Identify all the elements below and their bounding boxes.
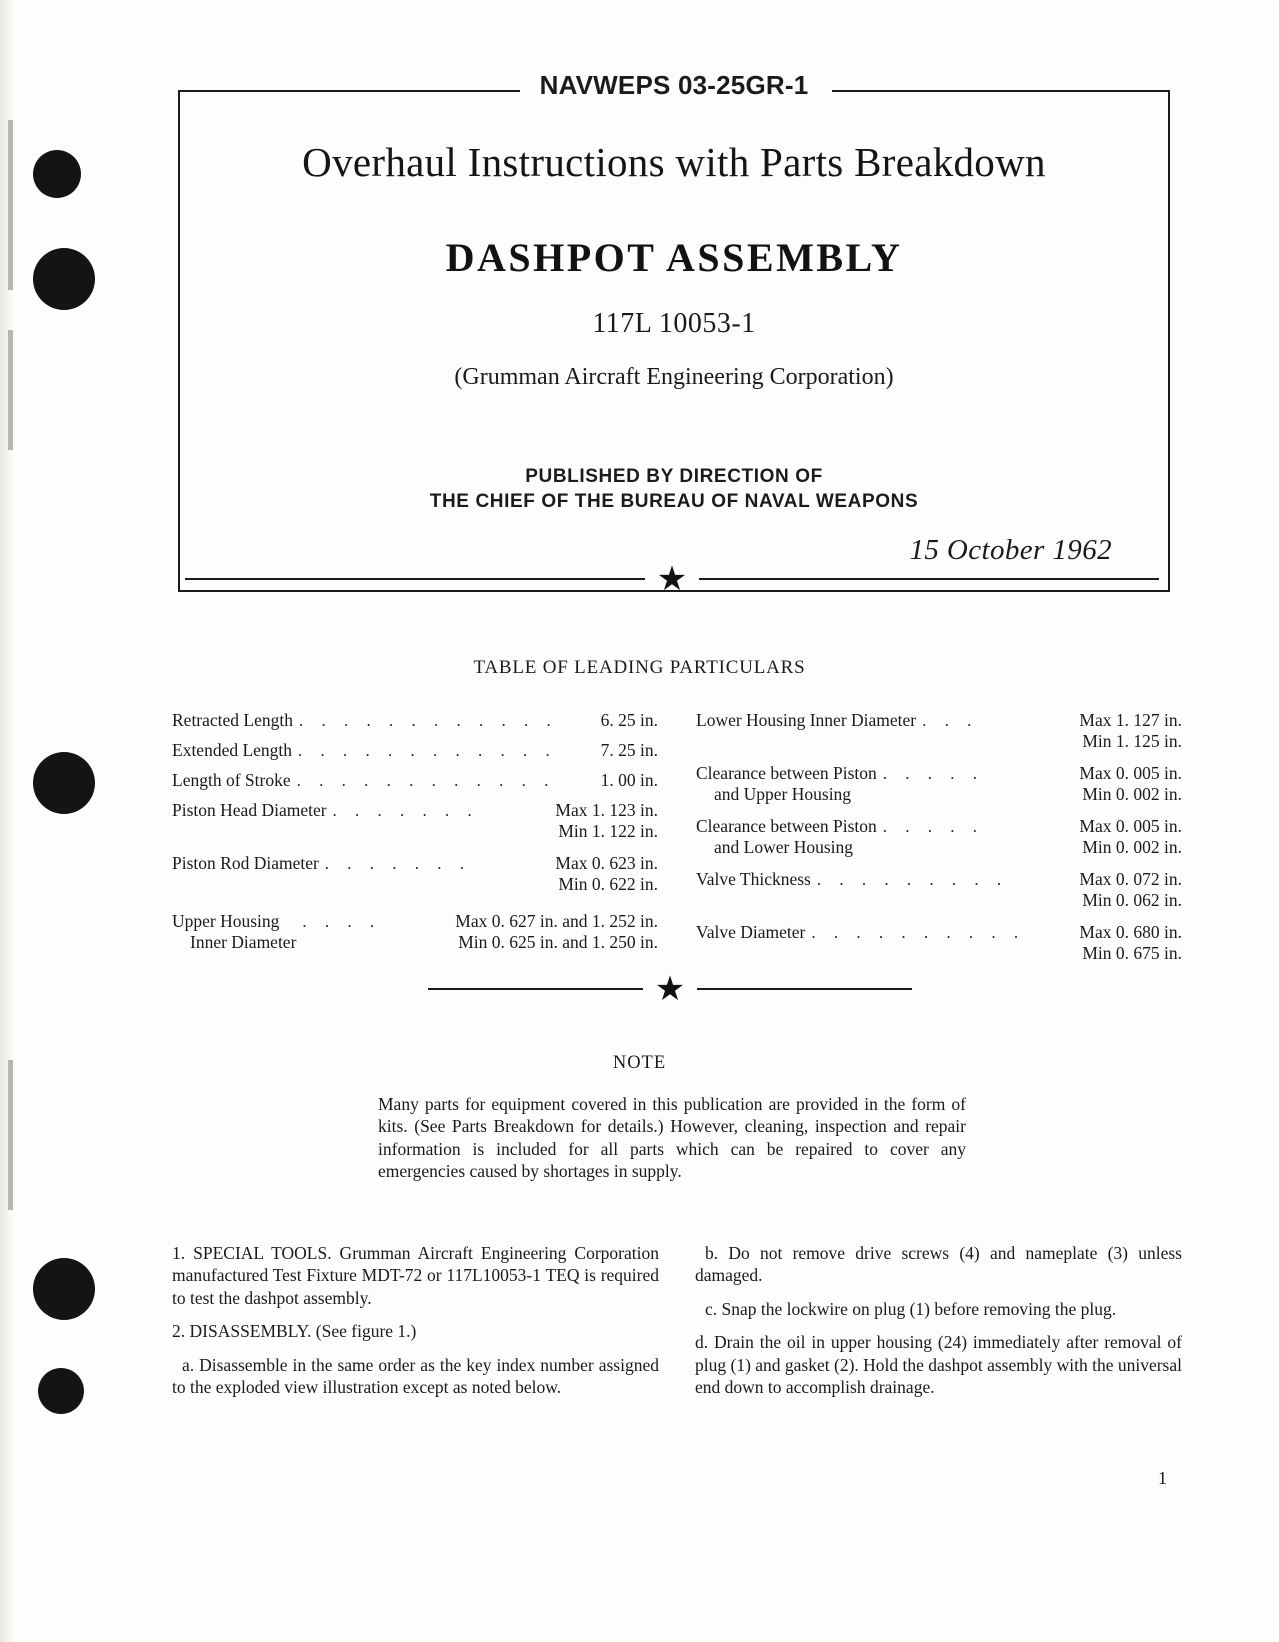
table-row [696, 763, 1182, 805]
scan-edge-mark [8, 120, 13, 290]
table-row [172, 770, 658, 791]
row-values [555, 853, 658, 895]
leading-particulars-right-column [696, 710, 1182, 975]
row-value-min: Min 0. 062 in. [1082, 890, 1182, 910]
published-line-2: THE CHIEF OF THE BUREAU OF NAVAL WEAPONS [429, 491, 919, 512]
row-value-max: Max 0. 072 in. [1079, 869, 1182, 889]
row-values [1079, 710, 1182, 752]
row-value: 7. 25 in. [600, 740, 658, 760]
row-values [555, 800, 658, 842]
leading-particulars-left-column [172, 710, 658, 975]
row-value-max: Max 0. 623 in. [555, 853, 658, 873]
punch-hole [33, 752, 95, 814]
row-value-max: Max 0. 627 in. and 1. 252 in. [455, 911, 658, 931]
row-value: 6. 25 in. [600, 710, 658, 730]
table-row [696, 816, 1182, 858]
leader-dots: . . . . . . . [332, 801, 479, 820]
row-value-min: Min 0. 625 in. and 1. 250 in. [458, 932, 658, 952]
row-value-min: Min 1. 122 in. [558, 821, 658, 841]
scan-edge-mark [8, 330, 13, 450]
leader-dots: . . . . . . . [324, 854, 472, 873]
document-number [180, 70, 1168, 101]
row-value-min: Min 0. 002 in. [1082, 837, 1182, 857]
row-value-max: Max 0. 680 in. [1079, 922, 1182, 942]
table-row [172, 911, 658, 953]
scan-edge-mark [8, 1060, 13, 1210]
leader-dots: . . . . . . . . . . [811, 923, 1026, 942]
leader-dots: . . . . . . . . . . . . [299, 711, 558, 730]
star-separator-middle: ★ [410, 988, 930, 990]
row-values [1079, 816, 1182, 858]
table-row [172, 740, 658, 761]
punch-hole [33, 248, 95, 310]
instruction-columns [172, 1242, 1182, 1409]
row-label: Clearance between Piston [696, 763, 877, 783]
table-row [172, 710, 658, 731]
row-label: Upper Housing [172, 911, 280, 931]
publication-authority [180, 464, 1168, 514]
instruction-paragraph: a. Disassemble in the same order as the key index number assigned to the exploded view illustration except as noted below. [172, 1354, 659, 1398]
leader-dots: . . . [922, 711, 979, 730]
row-values [601, 740, 658, 761]
punch-hole [33, 150, 81, 198]
part-number: 117L 10053-1 [592, 308, 756, 339]
table-row [696, 869, 1182, 911]
row-label: Length of Stroke [172, 770, 291, 790]
instruction-left-column [172, 1242, 659, 1409]
manufacturer-name: (Grumman Aircraft Engineering Corporation) [454, 364, 894, 390]
title-frame [178, 70, 1170, 592]
assembly-title: DASHPOT ASSEMBLY [445, 235, 903, 280]
separator-rule-left [185, 578, 645, 580]
publication-date: 15 October 1962 [909, 534, 1112, 566]
page-number: 1 [1158, 1468, 1167, 1488]
note-heading: NOTE [612, 1053, 667, 1073]
row-value: 1. 00 in. [600, 770, 658, 790]
punch-hole [33, 1258, 95, 1320]
row-value-min: Min 0. 622 in. [558, 874, 658, 894]
leader-dots: . . . . . . . . . . . . [298, 741, 557, 760]
separator-rule-left [428, 988, 643, 990]
row-values [601, 710, 658, 731]
row-label-stack [172, 911, 296, 953]
row-label: Extended Length [172, 740, 293, 760]
star-separator-top: ★ [178, 578, 1166, 580]
row-values [1079, 763, 1182, 805]
instruction-paragraph: 2. DISASSEMBLY. (See figure 1.) [172, 1321, 417, 1342]
separator-rule-right [699, 578, 1159, 580]
row-value-max: Max 0. 005 in. [1079, 763, 1182, 783]
leading-particulars-table [172, 710, 1182, 975]
table-row [696, 710, 1182, 752]
row-label-stack [696, 763, 877, 805]
row-value-min: Min 0. 002 in. [1082, 784, 1182, 804]
leading-particulars-heading: TABLE OF LEADING PARTICULARS [473, 657, 806, 678]
instruction-paragraph: d. Drain the oil in upper housing (24) immediately after removal of plug (1) and gasket (2). Hold the dashpot assembly with the universal end down to accomplish drainage. [695, 1332, 1182, 1398]
row-label: Retracted Length [172, 710, 293, 730]
row-label: Clearance between Piston [696, 816, 877, 836]
row-values [455, 911, 658, 953]
page-title: Overhaul Instructions with Parts Breakdown [302, 139, 1046, 185]
punch-hole [38, 1368, 84, 1414]
table-row [696, 922, 1182, 964]
instruction-paragraph: b. Do not remove drive screws (4) and nameplate (3) unless damaged. [695, 1243, 1182, 1286]
row-sublabel: and Lower Housing [714, 837, 854, 857]
row-label: Lower Housing Inner Diameter [696, 710, 917, 730]
row-value-min: Min 1. 125 in. [1082, 731, 1182, 751]
row-sublabel: Inner Diameter [190, 932, 297, 952]
row-sublabel: and Upper Housing [714, 784, 852, 804]
row-value-max: Max 0. 005 in. [1079, 816, 1182, 836]
instruction-right-column [695, 1242, 1182, 1409]
instruction-paragraph: 1. SPECIAL TOOLS. Grumman Aircraft Engineering Corporation manufactured Test Fixture MDT-72 or 117L10053-1 TEQ is required to test the dashpot assembly. [172, 1243, 659, 1308]
row-label: Piston Rod Diameter [172, 853, 319, 873]
separator-rule-right [697, 988, 912, 990]
leader-dots: . . . . . [882, 817, 985, 836]
leader-dots: . . . . [302, 912, 382, 931]
row-values [1079, 869, 1182, 911]
published-line-1: PUBLISHED BY DIRECTION OF [525, 466, 823, 487]
leader-dots: . . . . . [882, 764, 985, 783]
table-row [172, 853, 658, 895]
row-values [1079, 922, 1182, 964]
row-label-stack [696, 816, 877, 858]
row-value-max: Max 1. 127 in. [1079, 710, 1182, 730]
leader-dots: . . . . . . . . . . . . [296, 771, 556, 790]
document-number-text: NAVWEPS 03-25GR-1 [530, 70, 819, 100]
row-label: Valve Diameter [696, 922, 806, 942]
table-row [172, 800, 658, 842]
row-label: Valve Thickness [696, 869, 811, 889]
leader-dots: . . . . . . . . . [816, 870, 1009, 889]
row-label: Piston Head Diameter [172, 800, 327, 820]
note-body: Many parts for equipment covered in this publication are provided in the form of kits. (See Parts Breakdown for details.) However, cleaning, inspection and repair information is included for all parts which can be repaired to cover any emergencies caused by shortages in supply. [378, 1094, 966, 1182]
row-value-min: Min 0. 675 in. [1082, 943, 1182, 963]
instruction-paragraph: c. Snap the lockwire on plug (1) before removing the plug. [705, 1298, 1117, 1319]
row-values [601, 770, 658, 791]
row-value-max: Max 1. 123 in. [555, 800, 658, 820]
